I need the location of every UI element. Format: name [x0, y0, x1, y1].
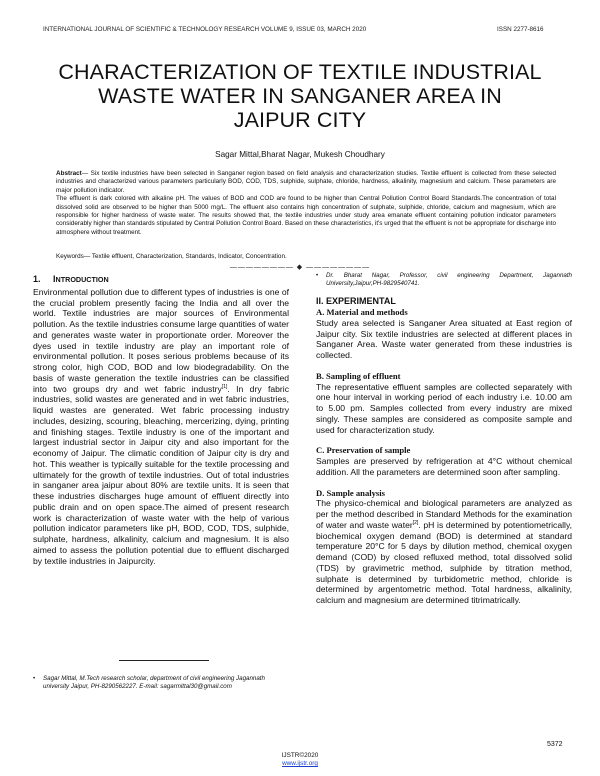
footnote-text: Dr. Bharat Nagar, Professor, civil engineering Department, Jagannath University,Jaipur,PH-9829540741.: [326, 272, 572, 288]
title-line: JAIPUR CITY: [233, 108, 367, 132]
subsection-d-text-b: . pH is determined by potentiometrically, biochemical oxygen demand (BOD) is determined at standard temperature 20°C for 5 days by dilution method, chemical oxygen demand (COD) by closed refluxed method, total dissolved solid (TDS) by gravimetric method, sulphide by titration method, sulphate is determined by turbidometric method, chloride is determined by argentometric method. Total hardness, alkalinity, calcium and magnesium are determined titrimatrically.: [316, 519, 572, 606]
journal-header: INTERNATIONAL JOURNAL OF SCIENTIFIC & TECHNOLOGY RESEARCH VOLUME 9, ISSUE 03, MARCH 2020: [43, 26, 367, 33]
page-number: 5372: [547, 741, 563, 748]
intro-heading-num: 1.: [33, 274, 41, 284]
footnote-rule: [119, 660, 209, 661]
subsection-b-title: B. Sampling of effluent: [316, 370, 401, 381]
keywords: [56, 253, 556, 261]
footer-code: IJSTR©2020: [281, 752, 319, 759]
section-divider: ———————— ◆ ————————: [229, 264, 371, 271]
intro-paragraph: [33, 287, 289, 567]
footer-url-link[interactable]: www.ijstr.org: [282, 760, 318, 767]
abstract: [56, 170, 556, 237]
abstract-text: The effluent is dark colored with alkaline pH. The values of BOD and COD are found to be higher than Central Pollution Control Board Standards.The concentration of total dissolved solid are observed to be higher than 5000 mg/L. The effluent also contains high concentration of sulphate, sulphide, chloride, calcium and magnesium, which are responsible for higher hardness of waste water. The results showed that, the textile industries under study area emanate effluent containing pollution indicator parameters considerably higher than standards stipulated by Central Pollution Control Board. Based on these characteristics, it's urged that the effluent is not be appropriate for discharge into atmosphere without treatment.: [56, 195, 556, 236]
keywords-label: Keywords: [56, 253, 84, 260]
citation[interactable]: [2]: [412, 520, 419, 527]
subsection-d-title: D. Sample analysis: [316, 487, 386, 498]
intro-heading-rest: NTRODUCTION: [55, 275, 109, 284]
intro-heading-first: I: [53, 274, 56, 284]
intro-text: . In dry fabric industries, solid wastes are generated and in wet fabric industries, liquid wastes are generated. Wet fabric processing industry includes, desizing, scouring, bleaching, mercerizing, dying, printing and finishing stages. Textile industry is one of the important and largest industrial sector in Jaipur city and also important for the economy of Jaipur. The climatic condition of Jaipur city is dry and hot. This weather is typically suitable for the textile processing and ultimately for the growth of textile industries. Out of total industries in sanganer area jaipur about 80% are textile units. It is seen that these industries discharges huge amount of effluent directly into public drain and on open space.The aimed of present research work is characterization of waste water with the help of various pollution indicator parameters like pH, BOD, COD, TDS, sulphide, sulphate, hardness, alkalinity, calcium and magnesium. It is also aimed to assess the pollution potential due to effluent discharged by textile industries in Jaipurcity.: [33, 383, 289, 566]
abstract-label: Abstract: [56, 170, 82, 177]
intro-heading: [33, 274, 289, 286]
subsection-a-title: A. Material and methods: [316, 307, 408, 318]
left-column: [33, 272, 289, 566]
footnote-text: Sagar Mittal, M.Tech research scholar, department of civil engineering Jagannath university Jaipur, PH-8290562227. E-mail: sagarmittal30@gmail.com: [43, 675, 265, 691]
bullet-icon: •: [316, 272, 319, 279]
subsection-c-text: Samples are preserved by refrigeration at 4°C without chemical addition. All the parameters are determined soon after sampling.: [316, 456, 572, 477]
abstract-dash: —: [81, 170, 91, 177]
experimental-heading: II. EXPERIMENTAL: [316, 296, 396, 307]
intro-text: Environmental pollution due to different types of industries is one of the crucial problem presently facing the India and all over the world. Textile industries are major sources of Environmental pollution. As the textile industries consume large quantities of water and generates waste water in proportionate order. Moreover the dyes used in textile industry are play an important role of environmental pollution. It poses serious problems because of its strong color, high COD, BOD and low biodegradability. On the basis of waste generation the textile industries can be classified into two groups dry and wet fabric industry: [33, 286, 289, 394]
right-column: [316, 272, 572, 606]
issn-label: ISSN 2277-8616: [497, 26, 544, 33]
subsection-d-text: [316, 498, 572, 606]
footnote-author-2: [316, 272, 572, 288]
title-line: WASTE WATER IN SANGANER AREA IN: [98, 84, 502, 108]
paper-title: [20, 60, 580, 132]
subsection-a-text: Study area selected is Sanganer Area situated at East region of Jaipur city. Six textile industries are selected at different places in Sanganer Area. Waste water generated from these industries is collected.: [316, 317, 572, 361]
subsection-b-text: The representative effluent samples are collected separately with one hour interval in working period of each industry i.e. 10.00 am to 5.00 pm. Samples collected from every industry are mixed singly. These samples are considered as composite sample and used for characterization study.: [316, 381, 572, 435]
keywords-text: — Textile effluent, Characterization, Standards, Indicator, Concentration.: [83, 253, 287, 260]
author-list: Sagar Mittal,Bharat Nagar, Mukesh Choudhary: [215, 150, 385, 159]
abstract-text: Six textile industries have been selected in Sanganer region based on field analysis and characterization studies. Textile effluent is collected from these selected industries and characterized various parameters particularly BOD, COD, TDS, sulphide, sulphate, chloride, hardness, alkalinity, magnesium and calcium. These parameters are major pollution indicator.: [56, 170, 557, 194]
bullet-icon: •: [33, 675, 36, 682]
subsection-c-title: C. Preservation of sample: [316, 445, 411, 456]
page-footer: [0, 752, 600, 768]
citation[interactable]: [1]: [221, 383, 228, 390]
title-line: CHARACTERIZATION OF TEXTILE INDUSTRIAL: [58, 60, 542, 84]
footnote-author-1: [33, 675, 289, 691]
subsection-d-text-a: The physico-chemical and biological parameters are analyzed as per the method described in Standard Methods for the examination of water and waste water: [316, 498, 572, 530]
